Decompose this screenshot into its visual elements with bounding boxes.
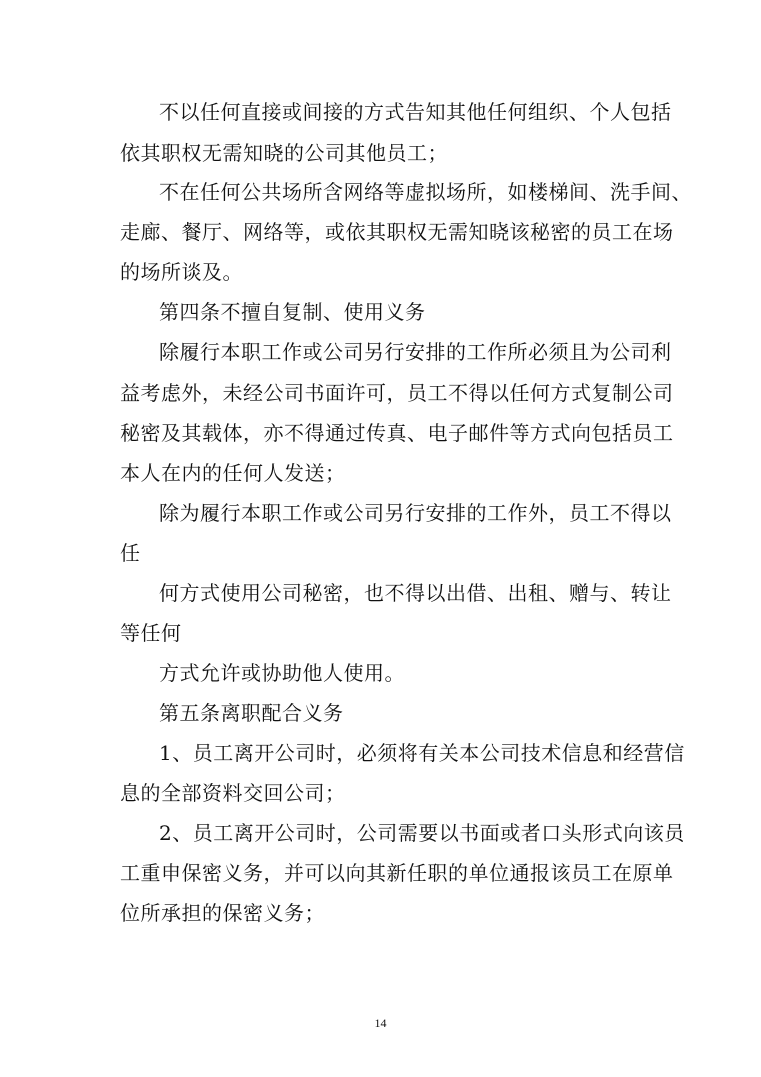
text-line: 本人在内的任何人发送； [120, 461, 346, 485]
text-line: 不在任何公共场所含网络等虚拟场所，如楼梯间、洗手间、 [159, 180, 692, 204]
text-line: 的场所谈及。 [120, 260, 243, 284]
text-line: 走廊、餐厅、网络等，或依其职权无需知晓该秘密的员工在场 [120, 220, 674, 244]
text-line: 1、员工离开公司时，必须将有关本公司技术信息和经营信 [159, 741, 685, 765]
text-line: 秘密及其载体，亦不得通过传真、电子邮件等方式向包括员工 [120, 421, 674, 445]
text-line: 除履行本职工作或公司另行安排的工作所必须且为公司利 [159, 340, 672, 364]
text-line: 任 [120, 541, 141, 565]
text-line: 益考虑外，未经公司书面许可，员工不得以任何方式复制公司 [120, 381, 674, 405]
text-line: 除为履行本职工作或公司另行安排的工作外，员工不得以 [159, 501, 672, 525]
text-line: 位所承担的保密义务； [120, 901, 325, 925]
text-line: 方式允许或协助他人使用。 [159, 661, 405, 685]
text-line: 息的全部资料交回公司； [120, 781, 346, 805]
section-heading: 第五条离职配合义务 [159, 701, 344, 725]
text-line: 不以任何直接或间接的方式告知其他任何组织、个人包括 [159, 100, 672, 124]
text-line: 2、员工离开公司时，公司需要以书面或者口头形式向该员 [159, 821, 685, 845]
text-line: 工重申保密义务，并可以向其新任职的单位通报该员工在原单 [120, 861, 674, 885]
text-line: 依其职权无需知晓的公司其他员工； [120, 141, 448, 165]
section-heading: 第四条不擅自复制、使用义务 [159, 300, 426, 324]
page-number: 14 [374, 1016, 387, 1030]
text-line: 何方式使用公司秘密，也不得以出借、出租、赠与、转让 [159, 581, 672, 605]
text-line: 等任何 [120, 621, 182, 645]
